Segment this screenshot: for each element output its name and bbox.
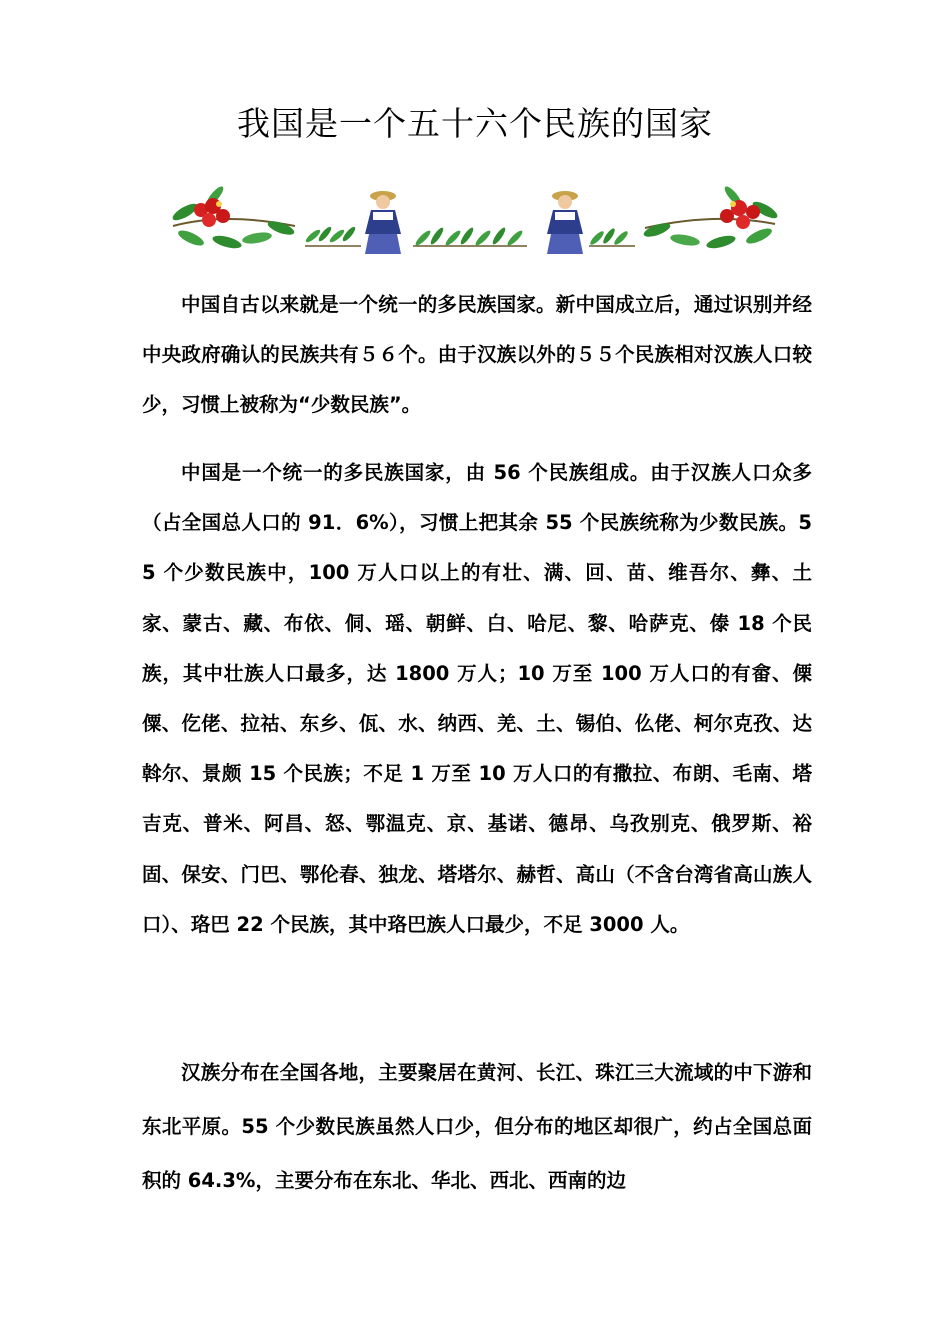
right-figure-icon xyxy=(547,191,583,254)
right-flower-branch-icon xyxy=(642,184,779,250)
paragraph-1: 中国自古以来就是一个统一的多民族国家。新中国成立后，通过识别并经中央政府确认的民族共有５６个。由于汉族以外的５５个民族相对汉族人口较少，习惯上被称为“少数民族”。 xyxy=(142,293,812,416)
paragraph-2: 中国是一个统一的多民族国家，由 56 个民族组成。由于汉族人口众多（占全国总人口的 91．6%），习惯上把其余 55 个民族统称为少数民族。55 个少数民族中，100 万人口以上的有壮、满、回、苗、维吾尔、彝、土家、蒙古、藏、布依、侗、瑶、朝鲜、白、哈尼、黎、哈萨克、傣 18 个民族，其中壮族人口最多，达 1800 万人；10 万至 100 万人口的有畲、傈僳、仡佬、拉祜、东乡、佤、水、纳西、羌、土、锡伯、仫佬、柯尔克孜、达斡尔、景颇 15 个民族；不足 1 万至 10 万人口的有撒拉、布朗、毛南、塔吉克、普米、阿昌、怒、鄂温克、京、基诺、德昂、乌孜别克、俄罗斯、裕固、保安、门巴、鄂伦春、独龙、塔塔尔、赫哲、高山（不含台湾省高山族人口）、珞巴 22 个民族，其中珞巴族人口最少，不足 3000 人。 xyxy=(142,461,812,936)
leaf-sprig-icon xyxy=(304,225,361,246)
floral-banner-icon xyxy=(165,182,783,258)
page-title: 我国是一个五十六个民族的国家 xyxy=(237,104,713,143)
leaf-sprig-icon xyxy=(413,226,527,247)
leaf-sprig-icon xyxy=(589,227,635,247)
paragraph-3: 汉族分布在全国各地，主要聚居在黄河、长江、珠江三大流域的中下游和东北平原。55 个少数民族虽然人口少，但分布的地区却很广，约占全国总面积的 64.3%，主要分布在东北、华北、西北、西南的边 xyxy=(142,1061,812,1192)
left-figure-icon xyxy=(365,191,401,254)
left-flower-branch-icon xyxy=(170,184,295,250)
